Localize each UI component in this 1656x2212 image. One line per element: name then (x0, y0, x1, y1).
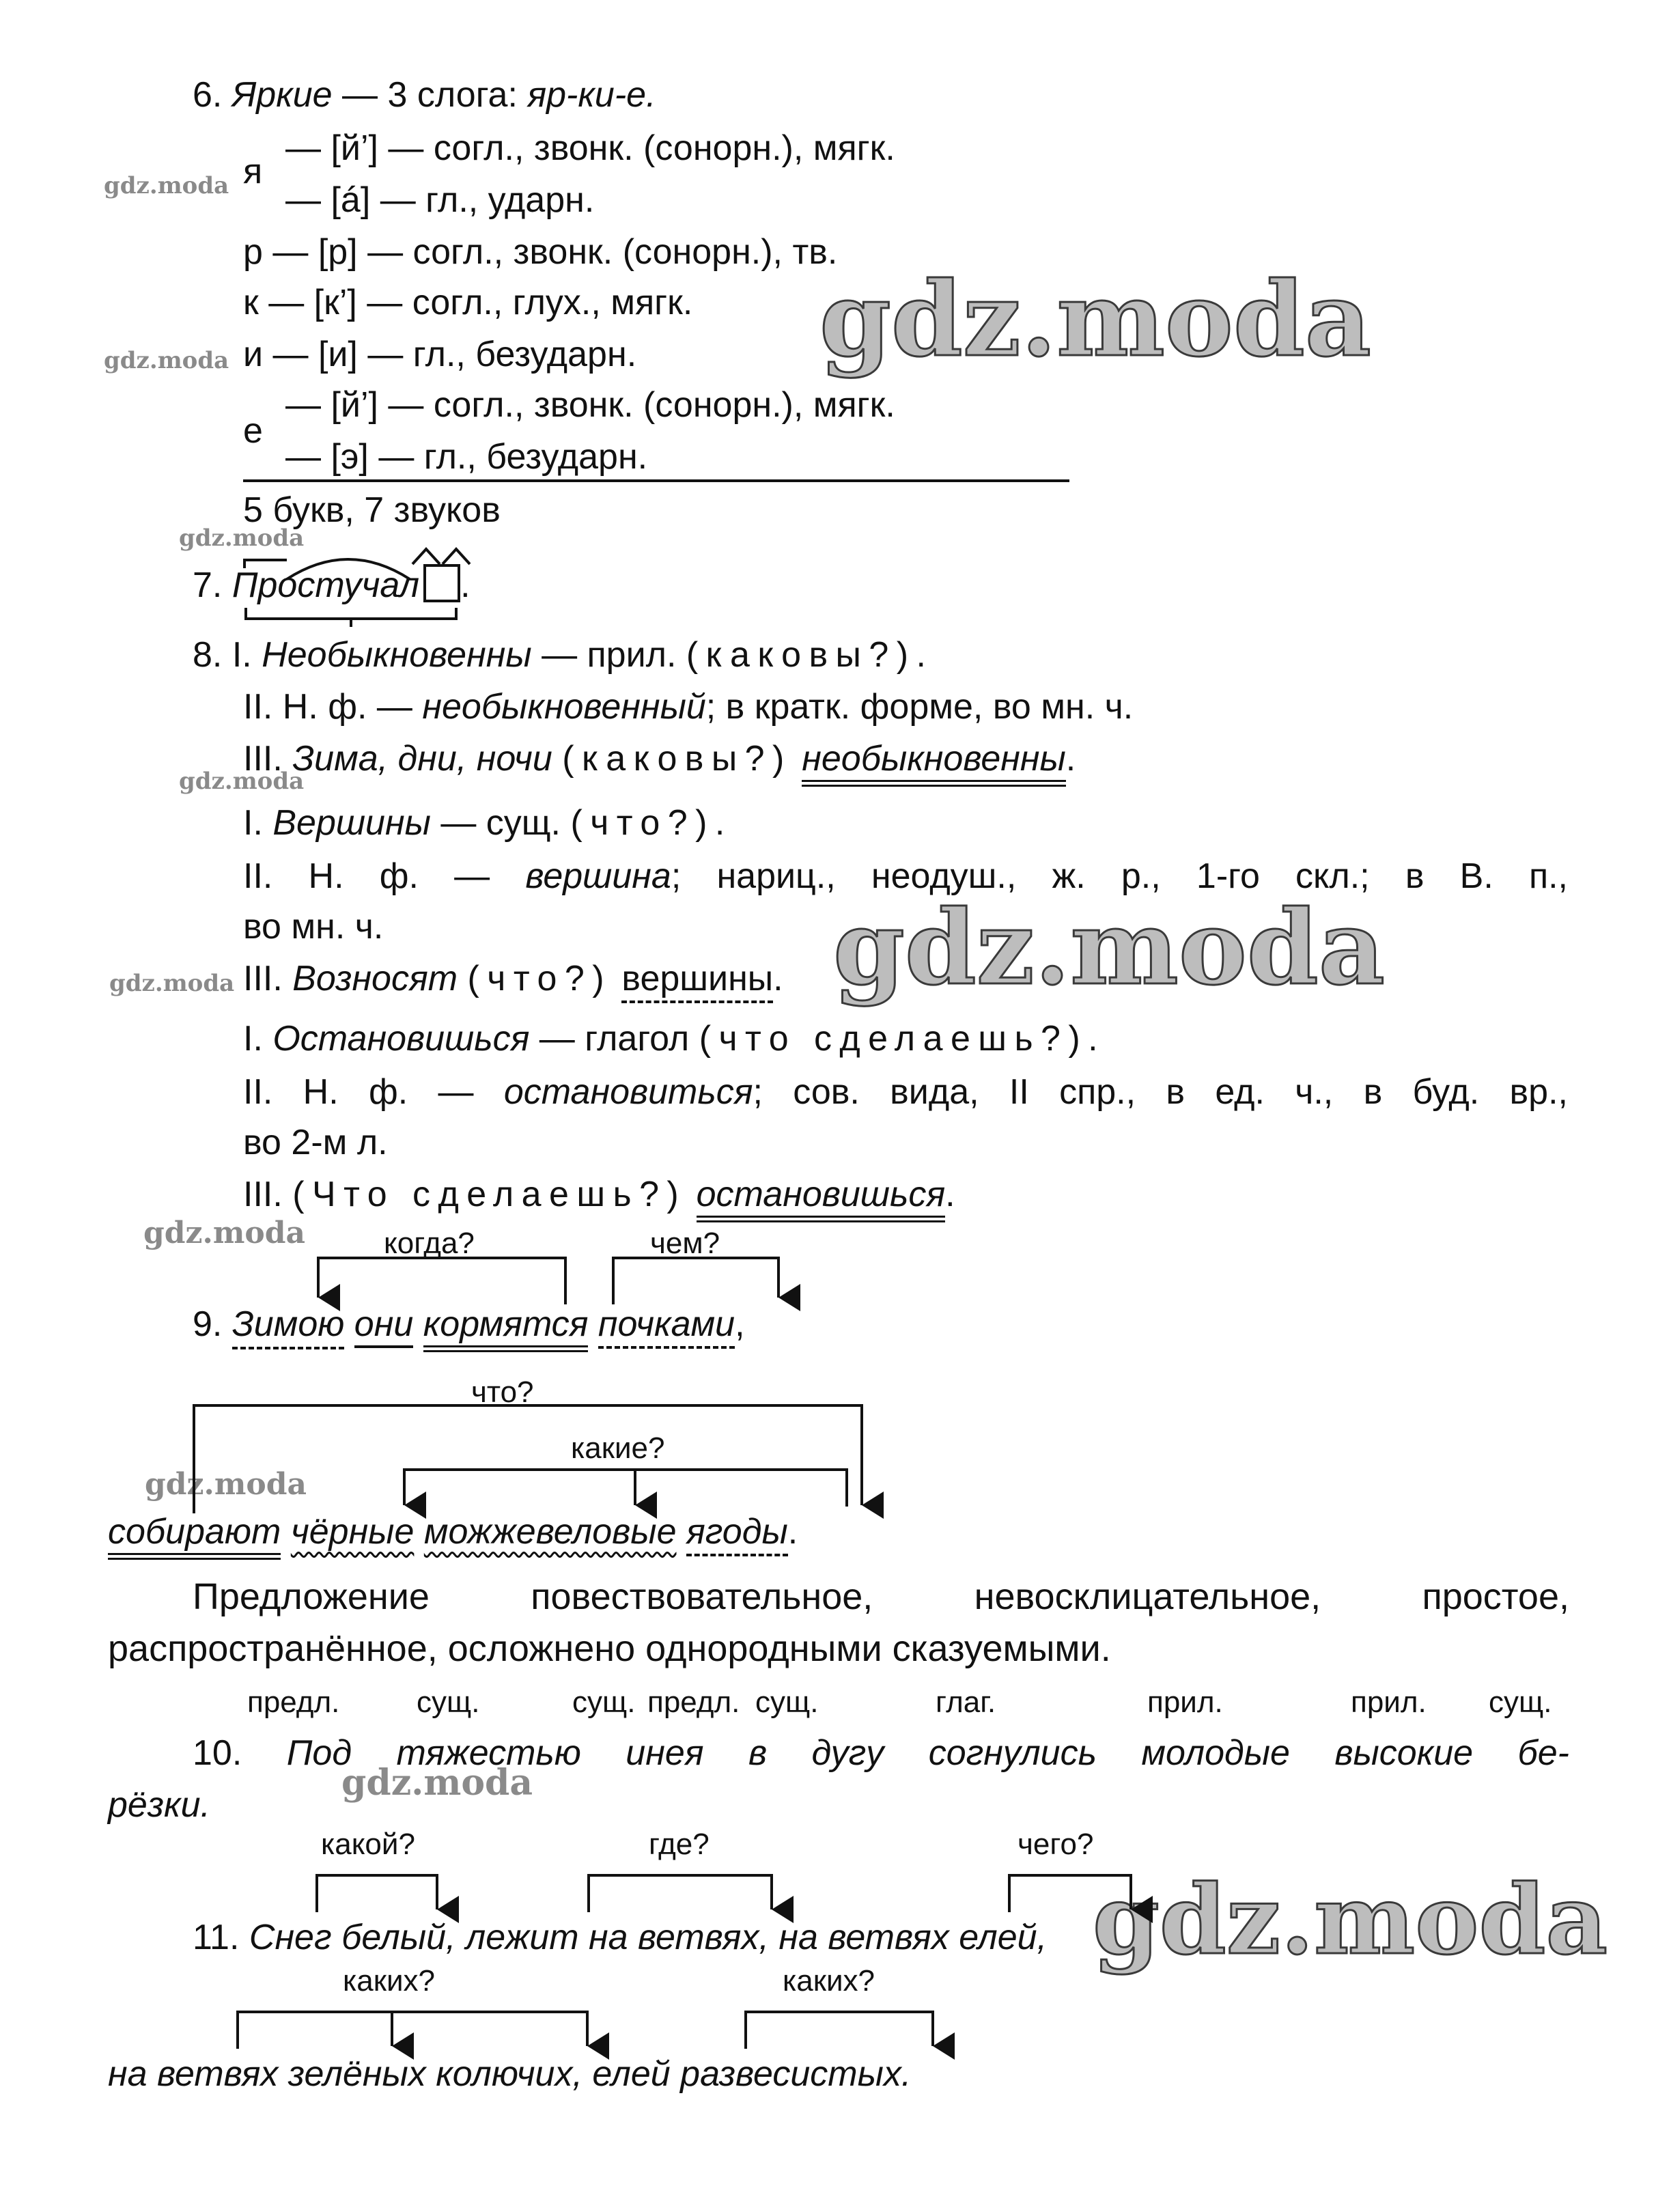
object-underline: ягоды (686, 1512, 788, 1556)
watermark-large: gdz.moda (833, 888, 1386, 1008)
sound-row: — [й’] — согл., звонк. (сонорн.), мягк. (285, 385, 895, 425)
question-label: какие? (571, 1431, 665, 1465)
prefix-mark (244, 560, 287, 568)
predicate-underline: необыкновенны (802, 739, 1065, 787)
sound-row: р — [р] — согл., звонк. (сонорн.), тв. (243, 232, 838, 272)
task9-line2: собирают чёрные можжевеловые ягоды. (108, 1511, 798, 1553)
suffix-mark (412, 549, 470, 564)
adverbial-underline: Зимою (232, 1304, 345, 1349)
subject-underline: они (354, 1304, 413, 1348)
watermark-small: gdz.moda (179, 524, 305, 552)
question-label: что? (471, 1375, 534, 1409)
task11-line1: 11. Снег белый, лежит на ветвях, на ветвях елей, (193, 1918, 1048, 1957)
object-underline: вершины (621, 959, 773, 1003)
attribute-underline: можжевеловые (423, 1512, 677, 1552)
object-underline: почками (598, 1304, 735, 1349)
part-of-speech-label: прил. (1147, 1685, 1223, 1719)
task9-line1: 9. Зимою они кормятся почками, (193, 1303, 745, 1345)
watermark-small: gdz.moda (145, 1467, 307, 1502)
task8-line: III. (Что сделаешь?) остановишься. (243, 1173, 955, 1216)
sound-row: и — [и] — гл., безударн. (243, 335, 637, 374)
task11-line2: на ветвях зелёных колючих, елей развесистых. (108, 2054, 912, 2094)
task8-line: II. Н. ф. — вершина; нариц., неодуш., ж. р., 1-го скл.; в В. п., (243, 856, 1569, 896)
task8-line: II. Н. ф. — необыкновенный; в кратк. форме, во мн. ч. (243, 687, 1134, 727)
letters-sounds-total: 5 букв, 7 звуков (243, 490, 501, 530)
predicate-underline: остановишься (697, 1175, 945, 1222)
sound-row: — [á] — гл., ударн. (285, 180, 595, 220)
question-label: когда? (384, 1227, 475, 1260)
task7-line: 7. Простучал . (193, 565, 471, 605)
task8-line: 8. I. Необыкновенны — прил. (каковы?). (193, 635, 934, 675)
question-label: каких? (343, 1964, 435, 1998)
part-of-speech-label: сущ. (1489, 1685, 1552, 1719)
watermark-small: gdz.moda (341, 1762, 533, 1804)
sound-row: к — [к’] — согл., глух., мягк. (243, 283, 693, 322)
task8-line: I. Остановишься — глагол (что сделаешь?). (243, 1019, 1106, 1059)
part-of-speech-label: сущ. (417, 1685, 480, 1719)
morpheme-word: Простучал (231, 565, 420, 605)
question-label: чем? (650, 1227, 720, 1260)
part-of-speech-label: сущ. (572, 1685, 636, 1719)
watermark-large: gdz.moda (1093, 1864, 1608, 1976)
watermark-small: gdz.moda (109, 970, 235, 997)
task10-line2: рёзки. (108, 1785, 210, 1825)
task6-heading: 6. Яркие — 3 слога: яр-ки-е. (193, 75, 656, 115)
question-label: чего? (1018, 1828, 1094, 1861)
attribute-underline: чёрные (290, 1512, 415, 1552)
task8-line: III. Зима, дни, ночи (каковы?) необыкновенны. (243, 738, 1076, 780)
task8-line: во 2-м л. (243, 1123, 388, 1162)
task8-line: во мн. ч. (243, 907, 384, 947)
part-of-speech-label: предл. (647, 1685, 740, 1719)
task10-line1: 10. Под тяжестью инея в дугу согнулись молодые высокие бе- (193, 1733, 1569, 1773)
predicate-underline: кормятся (423, 1304, 589, 1352)
task8-line: II. Н. ф. — остановиться; сов. вида, II спр., в ед. ч., в буд. вр., (243, 1072, 1568, 1112)
question-label: где? (649, 1828, 710, 1861)
sound-row: — [й’] — согл., звонк. (сонорн.), мягк. (285, 128, 895, 168)
part-of-speech-label: прил. (1351, 1685, 1427, 1719)
watermark-large: gdz.moda (819, 260, 1372, 380)
watermark-small: gdz.moda (143, 1216, 306, 1250)
predicate-underline: собирают (108, 1512, 281, 1560)
watermark-small: gdz.moda (104, 347, 229, 374)
question-label: каких? (783, 1964, 875, 1998)
part-of-speech-label: глаг. (936, 1685, 996, 1719)
stem-bracket (246, 608, 456, 627)
letter-e: е (243, 411, 263, 451)
watermark-small: gdz.moda (179, 768, 305, 795)
root-arc (287, 559, 410, 579)
watermark-small: gdz.moda (104, 172, 229, 199)
question-label: какой? (321, 1828, 415, 1861)
task8-line: I. Вершины — сущ. (что?). (243, 803, 733, 843)
task8-line: III. Возносят (что?) вершины. (243, 957, 783, 1000)
sentence-characteristic: Предложение повествовательное, невосклицательное, простое, распространённое, осложнено однородными сказуемыми. (108, 1576, 1569, 1669)
sound-row: — [э] — гл., безударн. (285, 437, 648, 477)
part-of-speech-label: предл. (247, 1685, 340, 1719)
letter-ya: я (243, 152, 263, 191)
part-of-speech-label: сущ. (755, 1685, 819, 1719)
